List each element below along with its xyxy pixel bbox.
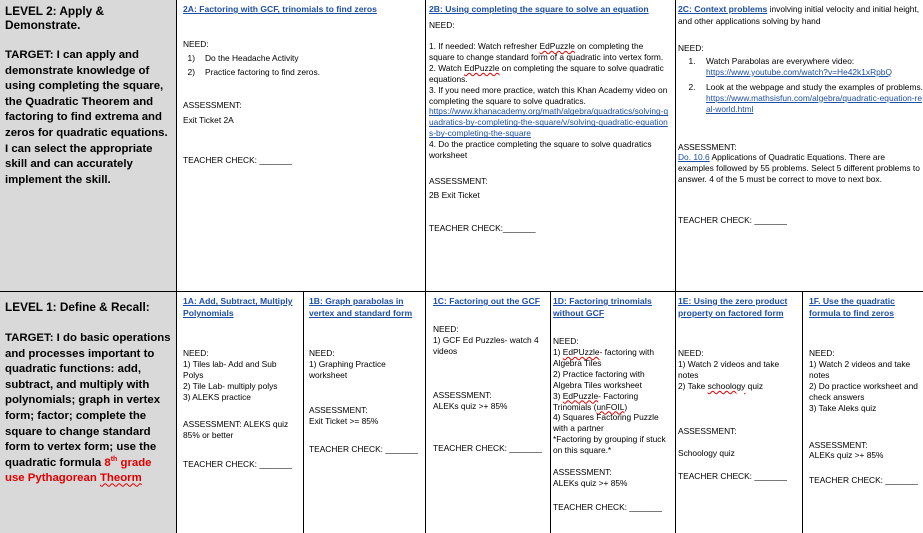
- list-item: 3) Take Aleks quiz: [809, 402, 877, 413]
- assessment-text: Do. 10.6 Applications of Quadratic Equations. There are examples followed by 55 problems. Select 5 different problems to answer. 4 of the 5 must be correct to move to next box.: [678, 152, 920, 185]
- teacher-check[interactable]: TEACHER CHECK:_______: [429, 222, 536, 233]
- assessment-text: 2B Exit Ticket: [429, 189, 480, 200]
- list-item: 2) Take schoology quiz: [678, 380, 764, 391]
- list-item: 1) Watch 2 videos and take notes: [678, 358, 780, 380]
- step-2: 2. Watch EdPuzzle on completing the square to solve quadratic equations.: [429, 62, 664, 84]
- cell-1f-title[interactable]: 1F. Use the quadratic formula to find zeros: [809, 296, 895, 318]
- step-1: 1. If needed: Watch refresher EdPuzzle on completing the square to change standard form of a quadratic into vertex form.: [429, 40, 664, 62]
- need-label: NEED:: [183, 348, 209, 358]
- assessment-text: Exit Ticket >= 85%: [309, 415, 379, 426]
- level1-target: TARGET: I do basic operations and processes important to quadratic functions: add, subtract, and multiply with polynomials; graph in vertex form; factor; complete the square to change standard form to vertex form; use the quadratic formula 8th grade use Pythagorean Theorm: [5, 332, 171, 485]
- assessment-label: ASSESSMENT:: [553, 467, 612, 478]
- list-item: 3) ALEKS practice: [183, 391, 251, 402]
- assessment-text: ALEKs quiz >+ 85%: [809, 450, 884, 461]
- need-label: NEED:: [553, 336, 579, 346]
- cell-1c-title[interactable]: 1C: Factoring out the GCF: [433, 296, 540, 306]
- cell-1f: [803, 292, 923, 533]
- assessment-text: ALEKs quiz >+ 85%: [553, 478, 628, 489]
- cell-2a: [177, 0, 425, 291]
- level2-title: LEVEL 2: Apply & Demonstrate.: [5, 4, 104, 32]
- list-item: 1. Watch Parabolas are everywhere video: https://www.youtube.com/watch?v=He42k1xRpbQ: [688, 55, 892, 77]
- level1-title: LEVEL 1: Define & Recall:: [5, 300, 150, 314]
- list-item: 1) Tiles lab- Add and Sub Polys: [183, 358, 277, 380]
- assessment-text: Schoology quiz: [678, 447, 735, 458]
- need-label: NEED:: [429, 20, 455, 30]
- cell-1e-title[interactable]: 1E: Using the zero product property on factored form: [678, 296, 788, 318]
- cell-1a: [177, 292, 303, 533]
- list-item: 2) Tile Lab- multiply polys: [183, 380, 278, 391]
- list-item: 1) Do the Headache Activity: [187, 52, 299, 63]
- need-label: NEED:: [309, 348, 335, 358]
- teacher-check[interactable]: TEACHER CHECK: _______: [183, 154, 292, 165]
- cell-1b-title[interactable]: 1B: Graph parabolas in vertex and standard form: [309, 296, 413, 318]
- assessment-text: ALEKs quiz >+ 85%: [433, 400, 508, 411]
- list-item: 3) EdPuzzle- Factoring Trinomials (unFOIL): [553, 390, 639, 412]
- assessment-label: ASSESSMENT:: [678, 425, 737, 436]
- need-label: NEED:: [183, 39, 209, 49]
- cell-2b: [426, 0, 675, 291]
- teacher-check[interactable]: TEACHER CHECK: _______: [678, 470, 787, 481]
- need-label: NEED:: [678, 348, 704, 358]
- teacher-check[interactable]: TEACHER CHECK: _______: [309, 443, 418, 454]
- cell-1a-title[interactable]: 1A: Add, Subtract, Multiply Polynomials: [183, 296, 293, 318]
- assessment-label: ASSESSMENT:: [429, 176, 488, 187]
- cell-2c: [676, 0, 923, 291]
- list-item: 1) EdPUzzle- factoring with Algebra Tiles: [553, 346, 655, 368]
- assessment-label: ASSESSMENT:: [809, 439, 868, 450]
- khan-link[interactable]: https://www.khanacademy.org/math/algebra/quadratics/solving-quadratics-by-completing-the-square/v/solving-quadratic-equations-by-completing-the-square: [429, 106, 669, 139]
- list-item: 2) Practice factoring to find zeros.: [187, 66, 320, 77]
- list-item: 2) Practice factoring with Algebra Tiles worksheet: [553, 368, 645, 390]
- level2-cell: [0, 0, 176, 291]
- assessment-text: Exit Ticket 2A: [183, 114, 234, 125]
- teacher-check[interactable]: TEACHER CHECK: _______: [678, 215, 787, 226]
- list-item: 1) Graphing Practice worksheet: [309, 358, 386, 380]
- assessment-label: ASSESSMENT:: [309, 404, 368, 415]
- teacher-check[interactable]: TEACHER CHECK: _______: [183, 459, 292, 470]
- need-label: NEED:: [678, 43, 704, 53]
- mathsisfun-link[interactable]: https://www.mathsisfun.com/algebra/quadratic-equation-real-world.html: [706, 92, 922, 114]
- step-4: 4. Do the practice completing the square to solve quadratics worksheet: [429, 139, 652, 161]
- cell-1b: [304, 292, 425, 533]
- cell-1d: [551, 292, 675, 533]
- assessment-label: ASSESSMENT:: [678, 141, 737, 152]
- list-item: *Factoring by grouping if stuck on this square.*: [553, 434, 666, 456]
- level1-cell: [0, 292, 176, 533]
- need-label: NEED:: [809, 348, 835, 358]
- youtube-link[interactable]: https://www.youtube.com/watch?v=He42k1xRpbQ: [706, 66, 892, 77]
- step-3: 3. If you need more practice, watch this Khan Academy video on completing the square to solve quadratics.: [429, 84, 668, 106]
- cell-1d-title[interactable]: 1D: Factoring trinomials without GCF: [553, 296, 652, 318]
- assessment-label: ASSESSMENT:: [433, 389, 492, 400]
- cell-2c-title-rest: involving initial velocity and initial height, and other applications solving by hand: [678, 4, 920, 26]
- cell-2c-title[interactable]: 2C: Context problems: [678, 4, 768, 14]
- list-item: 1) GCF Ed Puzzles- watch 4 videos: [433, 334, 539, 356]
- teacher-check[interactable]: TEACHER CHECK: _______: [553, 501, 662, 512]
- cell-1e: [676, 292, 802, 533]
- need-label: NEED:: [433, 324, 459, 334]
- cell-2a-title[interactable]: 2A: Factoring with GCF, trinomials to find zeros: [183, 4, 377, 14]
- list-item: 4) Squares Factoring Puzzle with a partner: [553, 412, 659, 434]
- teacher-check[interactable]: TEACHER CHECK: _______: [809, 475, 918, 486]
- cell-2b-title[interactable]: 2B: Using completing the square to solve an equation: [429, 4, 649, 14]
- assessment-label: ASSESSMENT:: [183, 99, 242, 110]
- assessment-text: ASSESSMENT: ALEKS quiz 85% or better: [183, 418, 289, 440]
- list-item: 1) Watch 2 videos and take notes: [809, 358, 911, 380]
- level2-target: TARGET: I can apply and demonstrate knowledge of using completing the square, the Quadratic Theorem and factoring to find extrema and zeros for quadratic equations. I can select the appropriate skill and can accurately implement the skill.: [5, 49, 168, 186]
- cell-1c: [426, 292, 550, 533]
- list-item: 2. Look at the webpage and study the examples of problems. https://www.mathsisfun.com/algebra/quadratic-equation-real-world.html: [688, 81, 923, 114]
- teacher-check[interactable]: TEACHER CHECK: _______: [433, 442, 542, 453]
- list-item: 2) Do practice worksheet and check answers: [809, 380, 918, 402]
